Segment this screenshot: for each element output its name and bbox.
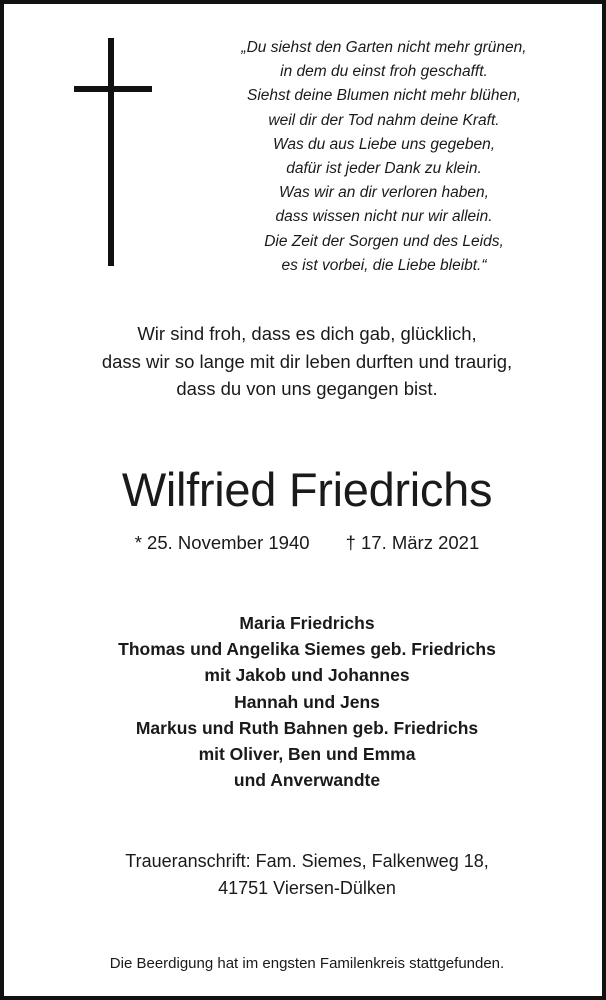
intro-line: Wir sind froh, dass es dich gab, glücklich, (137, 323, 477, 344)
poem-line: Was du aus Liebe uns gegeben, (272, 135, 496, 153)
mourner-line: Thomas und Angelika Siemes geb. Friedrichs (118, 639, 496, 660)
cross-horizontal-bar (74, 86, 152, 92)
intro-text (4, 320, 606, 403)
mourners-list (4, 610, 606, 793)
mourner-line: Hannah und Jens (234, 691, 380, 712)
mourner-line: Markus und Ruth Bahnen geb. Friedrichs (135, 717, 479, 738)
cross-icon (74, 38, 152, 266)
mourner-line: mit Jakob und Johannes (204, 665, 410, 686)
poem-line: Siehst deine Blumen nicht mehr blühen, (247, 87, 521, 105)
address-line: 41751 Viersen-Dülken (218, 877, 396, 898)
poem-line: Die Zeit der Sorgen und des Leids, (264, 232, 504, 250)
mourner-line: und Anverwandte (233, 770, 381, 791)
intro-line: dass wir so lange mit dir leben durften und traurig, (101, 350, 513, 372)
life-dates (4, 530, 606, 556)
mourner-line: mit Oliver, Ben und Emma (198, 744, 416, 765)
poem-line: Was wir an dir verloren haben, (279, 184, 489, 202)
mourner-line: Maria Friedrichs (239, 613, 375, 633)
poem-line: es ist vorbei, die Liebe bleibt.“ (281, 256, 487, 274)
intro-line: dass du von uns gegangen bist. (176, 378, 438, 399)
death-date: † 17. März 2021 (345, 532, 480, 553)
poem-line: „Du siehst den Garten nicht mehr grünen, (241, 39, 527, 56)
address-line: Traueranschrift: Fam. Siemes, Falkenweg 18, (125, 851, 489, 871)
mourning-address (4, 848, 606, 901)
deceased-name: Wilfried Friedrichs (121, 463, 493, 516)
funeral-note: Die Beerdigung hat im engsten Familenkreis stattgefunden. (109, 955, 505, 972)
poem-line: in dem du einst froh geschafft. (280, 63, 488, 81)
poem-line: dafür ist jeder Dank zu klein. (286, 160, 482, 178)
birth-date: * 25. November 1940 (134, 532, 310, 553)
cross-vertical-bar (108, 38, 114, 266)
poem-line: dass wissen nicht nur wir allein. (275, 208, 493, 226)
poem (194, 36, 574, 278)
poem-line: weil dir der Tod nahm deine Kraft. (268, 111, 500, 129)
